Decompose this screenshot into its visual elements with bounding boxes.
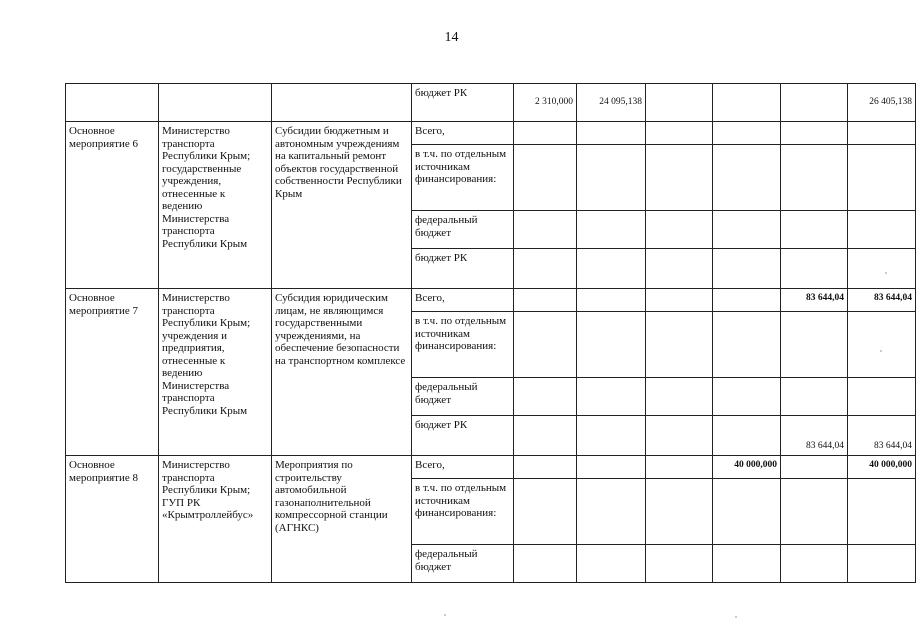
value-cell xyxy=(781,456,848,479)
value-cell xyxy=(713,479,781,545)
value-cell xyxy=(514,312,577,378)
value-cell: 40 000,000 xyxy=(848,456,916,479)
funding-source-cell: бюджет РК xyxy=(412,249,514,289)
description-cell: Мероприятия по строительству автомобильной газонаполнительной компрессорной станции (АГНКС) xyxy=(272,456,412,583)
funding-source-cell: федеральный бюджет xyxy=(412,378,514,416)
measure-name-cell: Основное мероприятие 6 xyxy=(66,122,159,289)
value-cell xyxy=(781,145,848,211)
value-cell xyxy=(713,211,781,249)
funding-table xyxy=(65,83,916,583)
value-cell xyxy=(577,378,646,416)
value-cell xyxy=(781,122,848,145)
value-cell xyxy=(781,378,848,416)
value-cell xyxy=(646,378,713,416)
value-cell xyxy=(646,312,713,378)
description-cell: Субсидии бюджетным и автономным учреждениям на капитальный ремонт объектов государственной собственности Республики Крым xyxy=(272,122,412,289)
value-cell xyxy=(646,122,713,145)
funding-source-cell: федеральный бюджет xyxy=(412,545,514,583)
scan-speck xyxy=(735,616,737,618)
executor-cell xyxy=(159,84,272,122)
table-row xyxy=(66,289,916,312)
value-cell xyxy=(646,479,713,545)
funding-source-cell: в т.ч. по отдельным источникам финансирования: xyxy=(412,145,514,211)
description-cell xyxy=(272,84,412,122)
value-cell xyxy=(514,378,577,416)
value-cell xyxy=(781,479,848,545)
value-cell xyxy=(577,145,646,211)
value-cell xyxy=(646,84,713,122)
value-cell xyxy=(514,249,577,289)
value-cell xyxy=(646,145,713,211)
value-cell xyxy=(848,211,916,249)
executor-cell: Министерство транспорта Республики Крым; ГУП РК «Крымтроллейбус» xyxy=(159,456,272,583)
value-cell xyxy=(514,456,577,479)
funding-source-cell: Всего, xyxy=(412,456,514,479)
page-number: 14 xyxy=(444,30,459,45)
value-cell xyxy=(577,456,646,479)
value-cell xyxy=(848,378,916,416)
value-cell xyxy=(848,145,916,211)
value-cell xyxy=(781,249,848,289)
value-cell xyxy=(646,456,713,479)
value-cell xyxy=(646,545,713,583)
scan-speck xyxy=(444,614,446,616)
value-cell: 26 405,138 xyxy=(848,84,916,122)
value-cell xyxy=(713,289,781,312)
value-cell xyxy=(781,211,848,249)
scan-speck xyxy=(885,272,887,274)
executor-cell: Министерство транспорта Республики Крым; учреждения и предприятия, отнесенные к ведению Министерства транспорта Республики Крым xyxy=(159,289,272,456)
value-cell: 40 000,000 xyxy=(713,456,781,479)
value-cell xyxy=(713,545,781,583)
value-cell: 2 310,000 xyxy=(514,84,577,122)
value-cell xyxy=(514,211,577,249)
value-cell xyxy=(781,545,848,583)
value-cell xyxy=(514,145,577,211)
funding-source-cell: бюджет РК xyxy=(412,84,514,122)
value-cell xyxy=(646,416,713,456)
value-cell xyxy=(577,479,646,545)
value-cell xyxy=(848,312,916,378)
value-cell xyxy=(848,479,916,545)
funding-source-cell: в т.ч. по отдельным источникам финансирования: xyxy=(412,479,514,545)
value-cell xyxy=(514,122,577,145)
measure-name-cell: Основное мероприятие 8 xyxy=(66,456,159,583)
value-cell xyxy=(713,84,781,122)
value-cell xyxy=(781,84,848,122)
value-cell xyxy=(646,289,713,312)
value-cell: 83 644,04 xyxy=(781,416,848,456)
value-cell xyxy=(713,416,781,456)
funding-source-cell: бюджет РК xyxy=(412,416,514,456)
value-cell xyxy=(781,312,848,378)
value-cell: 83 644,04 xyxy=(848,416,916,456)
value-cell xyxy=(577,545,646,583)
value-cell xyxy=(577,289,646,312)
funding-source-cell: Всего, xyxy=(412,289,514,312)
value-cell xyxy=(514,545,577,583)
funding-source-cell: Всего, xyxy=(412,122,514,145)
value-cell xyxy=(646,211,713,249)
funding-source-cell: федеральный бюджет xyxy=(412,211,514,249)
value-cell xyxy=(713,249,781,289)
value-cell: 83 644,04 xyxy=(848,289,916,312)
funding-source-cell: в т.ч. по отдельным источникам финансирования: xyxy=(412,312,514,378)
value-cell xyxy=(713,378,781,416)
value-cell xyxy=(848,249,916,289)
table-row xyxy=(66,84,916,122)
table-row xyxy=(66,122,916,145)
value-cell xyxy=(577,416,646,456)
value-cell xyxy=(577,122,646,145)
value-cell xyxy=(848,122,916,145)
value-cell xyxy=(713,145,781,211)
value-cell xyxy=(514,416,577,456)
value-cell xyxy=(848,545,916,583)
value-cell xyxy=(646,249,713,289)
value-cell xyxy=(713,312,781,378)
description-cell: Субсидия юридическим лицам, не являющимся государственными учреждениями, на обеспечение безопасности на транспортном комплексе xyxy=(272,289,412,456)
measure-name-cell: Основное мероприятие 7 xyxy=(66,289,159,456)
value-cell xyxy=(514,289,577,312)
value-cell xyxy=(713,122,781,145)
table-row xyxy=(66,456,916,479)
value-cell xyxy=(514,479,577,545)
value-cell: 83 644,04 xyxy=(781,289,848,312)
value-cell xyxy=(577,211,646,249)
value-cell xyxy=(577,249,646,289)
value-cell xyxy=(577,312,646,378)
value-cell: 24 095,138 xyxy=(577,84,646,122)
scan-speck xyxy=(880,350,882,352)
measure-name-cell xyxy=(66,84,159,122)
executor-cell: Министерство транспорта Республики Крым; государственные учреждения, отнесенные к ведению Министерства транспорта Республики Крым xyxy=(159,122,272,289)
